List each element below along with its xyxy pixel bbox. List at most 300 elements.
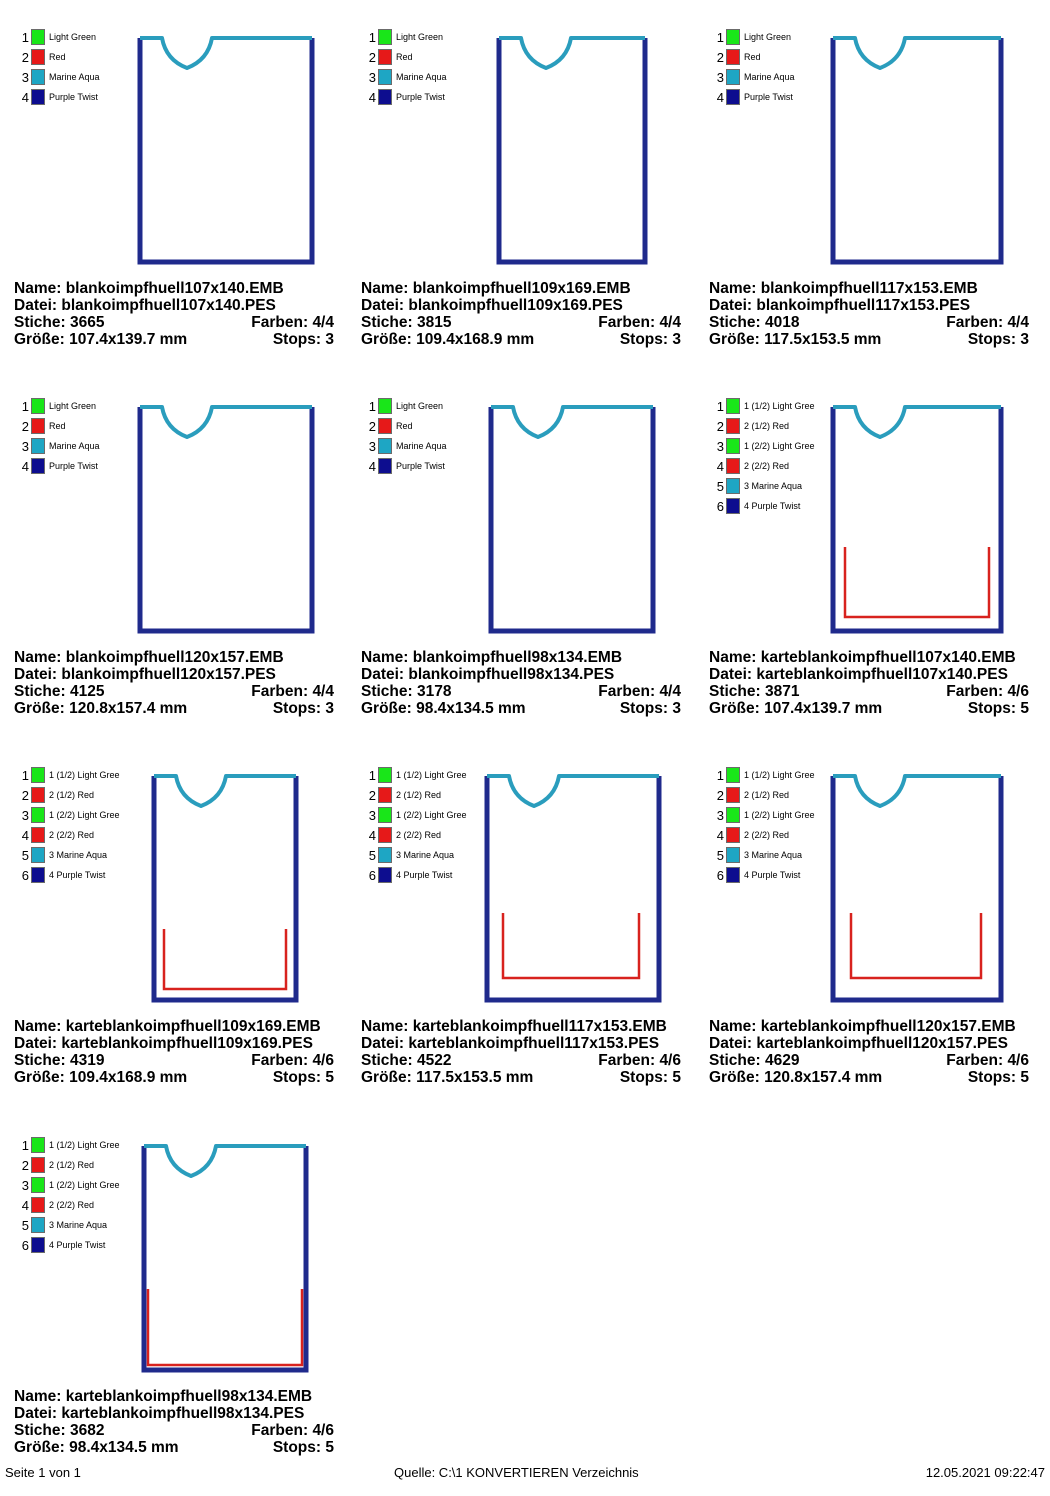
pouch-outline [491, 407, 653, 631]
pouch-outline [833, 38, 1001, 262]
legend-number: 2 [21, 419, 29, 434]
design-file-label: Datei: [14, 1035, 58, 1052]
design-stitches-label: Stiche: [709, 683, 761, 700]
legend-thread-name: 1 (1/2) Light Gree [49, 770, 120, 780]
legend-number: 2 [716, 788, 724, 803]
design-stitches-label: Stiche: [14, 683, 66, 700]
legend-number: 3 [368, 70, 376, 85]
design-info [709, 649, 1029, 717]
legend-number: 1 [716, 30, 724, 45]
legend-thread-name: 1 (2/2) Light Gree [396, 810, 467, 820]
legend-thread-name: 4 Purple Twist [744, 501, 801, 511]
stops-info [968, 331, 1029, 348]
legend-thread-name: 1 (1/2) Light Gree [396, 770, 467, 780]
design-size [14, 1069, 334, 1086]
design-stitches [14, 1422, 334, 1439]
design-preview [14, 1136, 344, 1386]
design-size-value: 120.8x157.4 mm [764, 1069, 883, 1086]
design-preview [361, 28, 691, 278]
design-file [361, 666, 681, 683]
design-name [361, 649, 681, 666]
design-size-label: Größe: [14, 1069, 65, 1086]
design-stitches-label: Stiche: [361, 314, 413, 331]
design-name [14, 1388, 334, 1405]
design-name [14, 280, 334, 297]
design-stitches [361, 314, 681, 331]
colors-label: Farben: [251, 314, 309, 331]
design-stitches [709, 314, 1029, 331]
legend-number: 6 [716, 499, 724, 514]
legend-number: 2 [368, 419, 376, 434]
legend-number: 4 [21, 90, 29, 105]
design-size-label: Größe: [709, 331, 760, 348]
footer-datetime: 12.05.2021 09:22:47 [925, 1465, 1045, 1480]
design-preview [709, 397, 1039, 647]
legend-number: 4 [21, 828, 29, 843]
colors-value: 4/4 [312, 314, 334, 331]
legend-thread-name: 2 (1/2) Red [49, 1160, 95, 1170]
design-name-label: Name: [709, 280, 757, 297]
legend-number: 4 [716, 828, 724, 843]
stops-label: Stops: [272, 700, 322, 717]
colors-label: Farben: [598, 314, 656, 331]
design-file-value: blankoimpfhuell120x157.PES [61, 666, 276, 683]
design-name-label: Name: [14, 1388, 62, 1405]
design-file [14, 666, 334, 683]
legend-number: 5 [716, 848, 724, 863]
legend-thread-name: 2 (1/2) Red [744, 790, 790, 800]
design-name [14, 1018, 334, 1035]
colors-info [946, 314, 1029, 331]
legend-number: 4 [21, 459, 29, 474]
design-file [14, 1035, 334, 1052]
legend-thread-name: 4 Purple Twist [396, 870, 453, 880]
legend-number: 4 [368, 459, 376, 474]
colors-value: 4/6 [659, 1052, 681, 1069]
colors-value: 4/6 [312, 1422, 334, 1439]
legend-thread-name: 1 (2/2) Light Gree [49, 810, 120, 820]
pouch-outline [140, 407, 312, 631]
design-size-value: 109.4x168.9 mm [416, 331, 535, 348]
design-card [14, 28, 344, 388]
colors-info [251, 314, 334, 331]
colors-info [251, 1052, 334, 1069]
design-file-value: blankoimpfhuell107x140.PES [61, 297, 276, 314]
design-info [361, 280, 681, 348]
footer-page-number: Seite 1 von 1 [5, 1465, 81, 1480]
colors-info [946, 1052, 1029, 1069]
design-file-label: Datei: [14, 666, 58, 683]
legend-number: 5 [368, 848, 376, 863]
neckline-cutout [140, 407, 312, 437]
legend-thread-name: 1 (2/2) Light Gree [49, 1180, 120, 1190]
neckline-cutout [154, 776, 296, 806]
design-stitches [709, 683, 1029, 700]
colors-value: 4/6 [1007, 683, 1029, 700]
stops-label: Stops: [967, 331, 1017, 348]
legend-thread-name: Marine Aqua [396, 72, 447, 82]
design-preview [14, 766, 344, 1016]
legend-thread-name: 3 Marine Aqua [49, 1220, 108, 1230]
design-stitches-label: Stiche: [14, 1422, 66, 1439]
legend-thread-name: Red [396, 421, 413, 431]
design-file-value: blankoimpfhuell117x153.PES [756, 297, 971, 314]
legend-thread-name: 1 (1/2) Light Gree [744, 770, 815, 780]
legend-thread-name: Light Green [396, 32, 444, 42]
design-size-value: 117.5x153.5 mm [764, 331, 882, 348]
design-stitches-label: Stiche: [361, 683, 413, 700]
pouch-outline [487, 776, 659, 1000]
stops-value: 3 [1020, 331, 1029, 348]
design-size [14, 700, 334, 717]
design-info [361, 1018, 681, 1086]
design-preview [14, 397, 344, 647]
colors-value: 4/6 [312, 1052, 334, 1069]
stops-label: Stops: [272, 331, 322, 348]
design-name [709, 649, 1029, 666]
legend-thread-name: Marine Aqua [396, 441, 447, 451]
design-size [14, 1439, 334, 1456]
neckline-cutout [833, 407, 1001, 437]
legend-thread-name: 1 (2/2) Light Gree [744, 441, 815, 451]
design-stitches [709, 1052, 1029, 1069]
colors-label: Farben: [251, 683, 309, 700]
legend-thread-name: Marine Aqua [744, 72, 795, 82]
design-info [361, 649, 681, 717]
colors-label: Farben: [598, 683, 656, 700]
design-info [14, 280, 334, 348]
legend-number: 1 [368, 768, 376, 783]
design-file [709, 666, 1029, 683]
stops-info [273, 331, 334, 348]
legend-thread-name: Purple Twist [49, 92, 98, 102]
design-file-value: karteblankoimpfhuell109x169.PES [61, 1035, 313, 1052]
design-name-value: blankoimpfhuell107x140.EMB [65, 280, 284, 297]
design-stitches-label: Stiche: [14, 314, 66, 331]
legend-number: 1 [716, 399, 724, 414]
design-size [709, 1069, 1029, 1086]
design-size-label: Größe: [361, 331, 412, 348]
design-stitches-value: 3871 [765, 683, 800, 700]
design-info [14, 649, 334, 717]
design-size [361, 700, 681, 717]
design-file-label: Datei: [361, 666, 405, 683]
design-preview [14, 28, 344, 278]
legend-thread-name: Purple Twist [396, 461, 445, 471]
legend-thread-name: 2 (2/2) Red [49, 1200, 95, 1210]
design-size-label: Größe: [14, 331, 65, 348]
design-name [361, 1018, 681, 1035]
design-stitches-label: Stiche: [709, 314, 761, 331]
legend-thread-name: 2 (1/2) Red [744, 421, 790, 431]
design-size [361, 331, 681, 348]
stops-info [968, 1069, 1029, 1086]
design-preview [361, 766, 691, 1016]
legend-number: 2 [21, 788, 29, 803]
stops-value: 5 [672, 1069, 681, 1086]
stops-label: Stops: [272, 1439, 322, 1456]
legend-number: 4 [21, 1198, 29, 1213]
legend-thread-name: 4 Purple Twist [49, 870, 106, 880]
legend-number: 6 [21, 868, 29, 883]
design-name-label: Name: [361, 1018, 409, 1035]
design-file [14, 1405, 334, 1422]
legend-thread-name: Purple Twist [396, 92, 445, 102]
design-stitches [361, 1052, 681, 1069]
legend-thread-name: Light Green [396, 401, 444, 411]
legend-thread-name: Light Green [49, 32, 97, 42]
colors-value: 4/6 [1007, 1052, 1029, 1069]
design-name-value: karteblankoimpfhuell117x153.EMB [412, 1018, 667, 1035]
design-size-value: 98.4x134.5 mm [69, 1439, 179, 1456]
design-size-value: 107.4x139.7 mm [69, 331, 188, 348]
legend-number: 2 [716, 419, 724, 434]
design-size-label: Größe: [14, 700, 65, 717]
design-file-value: karteblankoimpfhuell120x157.PES [756, 1035, 1008, 1052]
colors-label: Farben: [946, 1052, 1004, 1069]
legend-number: 1 [368, 399, 376, 414]
design-file-label: Datei: [14, 297, 58, 314]
legend-thread-name: Red [744, 52, 761, 62]
card-pocket-line [851, 913, 981, 978]
design-name-value: karteblankoimpfhuell107x140.EMB [760, 649, 1016, 666]
legend-thread-name: 2 (2/2) Red [744, 461, 790, 471]
stops-value: 5 [325, 1439, 334, 1456]
design-name-label: Name: [14, 649, 62, 666]
design-file-label: Datei: [361, 297, 405, 314]
stops-label: Stops: [967, 700, 1017, 717]
design-file-label: Datei: [361, 1035, 405, 1052]
colors-info [598, 1052, 681, 1069]
design-size-label: Größe: [14, 1439, 65, 1456]
design-card [14, 397, 344, 757]
design-stitches-value: 4629 [765, 1052, 800, 1069]
colors-label: Farben: [598, 1052, 656, 1069]
design-stitches [14, 314, 334, 331]
stops-info [620, 1069, 681, 1086]
design-name [14, 649, 334, 666]
legend-thread-name: Marine Aqua [49, 72, 100, 82]
legend-number: 2 [21, 1158, 29, 1173]
stops-value: 5 [325, 1069, 334, 1086]
design-file-value: karteblankoimpfhuell117x153.PES [408, 1035, 660, 1052]
legend-thread-name: 4 Purple Twist [49, 1240, 106, 1250]
design-file-value: blankoimpfhuell98x134.PES [408, 666, 615, 683]
stops-value: 3 [672, 700, 681, 717]
neckline-cutout [833, 38, 1001, 68]
design-preview [709, 766, 1039, 1016]
legend-number: 2 [21, 50, 29, 65]
stops-info [273, 1069, 334, 1086]
colors-label: Farben: [946, 314, 1004, 331]
design-name-value: blankoimpfhuell98x134.EMB [412, 649, 623, 666]
legend-number: 1 [21, 768, 29, 783]
design-file [709, 1035, 1029, 1052]
design-size-value: 117.5x153.5 mm [416, 1069, 534, 1086]
design-size-value: 120.8x157.4 mm [69, 700, 188, 717]
legend-number: 6 [21, 1238, 29, 1253]
card-pocket-line [845, 547, 989, 617]
footer-source-path: Quelle: C:\1 KONVERTIEREN Verzeichnis [394, 1465, 639, 1480]
design-size-value: 109.4x168.9 mm [69, 1069, 188, 1086]
stops-info [273, 700, 334, 717]
legend-thread-name: 2 (1/2) Red [396, 790, 442, 800]
legend-number: 1 [716, 768, 724, 783]
design-stitches-value: 4319 [70, 1052, 105, 1069]
design-card [709, 397, 1039, 757]
legend-number: 6 [716, 868, 724, 883]
colors-info [251, 683, 334, 700]
neckline-cutout [491, 407, 653, 437]
stops-info [273, 1439, 334, 1456]
legend-number: 5 [21, 848, 29, 863]
legend-number: 1 [368, 30, 376, 45]
design-stitches-value: 3682 [70, 1422, 105, 1439]
card-pocket-line [164, 929, 286, 989]
design-size-value: 98.4x134.5 mm [416, 700, 526, 717]
legend-number: 1 [21, 30, 29, 45]
neckline-cutout [144, 1146, 306, 1176]
design-file-value: karteblankoimpfhuell98x134.PES [61, 1405, 305, 1422]
design-info [709, 1018, 1029, 1086]
legend-thread-name: 3 Marine Aqua [744, 850, 803, 860]
colors-value: 4/4 [312, 683, 334, 700]
legend-number: 3 [21, 70, 29, 85]
design-name-value: blankoimpfhuell120x157.EMB [65, 649, 284, 666]
design-stitches-value: 3815 [417, 314, 452, 331]
design-file-label: Datei: [709, 297, 753, 314]
legend-thread-name: 3 Marine Aqua [396, 850, 455, 860]
design-stitches-value: 3178 [417, 683, 452, 700]
colors-info [251, 1422, 334, 1439]
legend-number: 2 [368, 50, 376, 65]
colors-label: Farben: [251, 1422, 309, 1439]
design-card [709, 28, 1039, 388]
colors-label: Farben: [946, 683, 1004, 700]
legend-thread-name: 1 (2/2) Light Gree [744, 810, 815, 820]
stops-label: Stops: [272, 1069, 322, 1086]
legend-number: 4 [368, 828, 376, 843]
pouch-outline [833, 776, 1001, 1000]
legend-number: 3 [368, 808, 376, 823]
legend-number: 4 [716, 90, 724, 105]
stops-info [620, 700, 681, 717]
stops-value: 3 [325, 331, 334, 348]
design-name-value: blankoimpfhuell109x169.EMB [412, 280, 631, 297]
stops-label: Stops: [619, 700, 669, 717]
legend-number: 2 [716, 50, 724, 65]
legend-thread-name: 2 (2/2) Red [744, 830, 790, 840]
stops-value: 5 [1020, 1069, 1029, 1086]
legend-number: 3 [21, 808, 29, 823]
legend-thread-name: Purple Twist [49, 461, 98, 471]
legend-number: 2 [368, 788, 376, 803]
design-name-label: Name: [709, 1018, 757, 1035]
legend-thread-name: 1 (1/2) Light Gree [49, 1140, 120, 1150]
design-size [709, 700, 1029, 717]
design-stitches [361, 683, 681, 700]
design-stitches-value: 4125 [70, 683, 105, 700]
design-size-value: 107.4x139.7 mm [764, 700, 883, 717]
design-stitches-label: Stiche: [14, 1052, 66, 1069]
design-size [709, 331, 1029, 348]
design-name [709, 280, 1029, 297]
design-card [361, 397, 691, 757]
design-card [361, 766, 691, 1126]
legend-thread-name: Red [396, 52, 413, 62]
legend-thread-name: 3 Marine Aqua [49, 850, 108, 860]
stops-label: Stops: [619, 1069, 669, 1086]
pouch-outline [833, 407, 1001, 631]
design-size-label: Größe: [709, 1069, 760, 1086]
legend-number: 3 [716, 808, 724, 823]
design-name-label: Name: [361, 649, 409, 666]
stops-label: Stops: [967, 1069, 1017, 1086]
legend-thread-name: 2 (1/2) Red [49, 790, 95, 800]
legend-thread-name: Red [49, 52, 66, 62]
design-name-label: Name: [361, 280, 409, 297]
design-file-label: Datei: [14, 1405, 58, 1422]
design-stitches-value: 4018 [765, 314, 800, 331]
card-pocket-line [503, 913, 639, 978]
design-info [14, 1018, 334, 1086]
legend-thread-name: Purple Twist [744, 92, 793, 102]
design-stitches-label: Stiche: [709, 1052, 761, 1069]
colors-info [946, 683, 1029, 700]
design-name [709, 1018, 1029, 1035]
legend-thread-name: 4 Purple Twist [744, 870, 801, 880]
design-file [709, 297, 1029, 314]
design-name-label: Name: [14, 1018, 62, 1035]
design-name-value: blankoimpfhuell117x153.EMB [760, 280, 978, 297]
design-file-label: Datei: [709, 666, 753, 683]
design-file [361, 297, 681, 314]
neckline-cutout [833, 776, 1001, 806]
colors-value: 4/4 [659, 683, 681, 700]
design-file [361, 1035, 681, 1052]
design-preview [361, 397, 691, 647]
design-file-label: Datei: [709, 1035, 753, 1052]
design-card [361, 28, 691, 388]
legend-thread-name: 2 (2/2) Red [396, 830, 442, 840]
legend-thread-name: Light Green [744, 32, 792, 42]
pouch-outline [154, 776, 296, 1000]
design-stitches-value: 4522 [417, 1052, 452, 1069]
colors-info [598, 314, 681, 331]
design-file-value: blankoimpfhuell109x169.PES [408, 297, 623, 314]
legend-thread-name: Marine Aqua [49, 441, 100, 451]
colors-value: 4/4 [659, 314, 681, 331]
design-name-label: Name: [709, 649, 757, 666]
stops-value: 5 [1020, 700, 1029, 717]
design-card [14, 1136, 344, 1496]
legend-number: 3 [368, 439, 376, 454]
neckline-cutout [140, 38, 312, 68]
stops-info [968, 700, 1029, 717]
neckline-cutout [487, 776, 659, 806]
design-name-value: karteblankoimpfhuell120x157.EMB [760, 1018, 1016, 1035]
design-name [361, 280, 681, 297]
legend-number: 3 [21, 439, 29, 454]
stops-label: Stops: [619, 331, 669, 348]
pouch-outline [499, 38, 645, 262]
colors-info [598, 683, 681, 700]
legend-number: 4 [368, 90, 376, 105]
neckline-cutout [499, 38, 645, 68]
design-size-label: Größe: [361, 1069, 412, 1086]
stops-value: 3 [672, 331, 681, 348]
pouch-outline [140, 38, 312, 262]
